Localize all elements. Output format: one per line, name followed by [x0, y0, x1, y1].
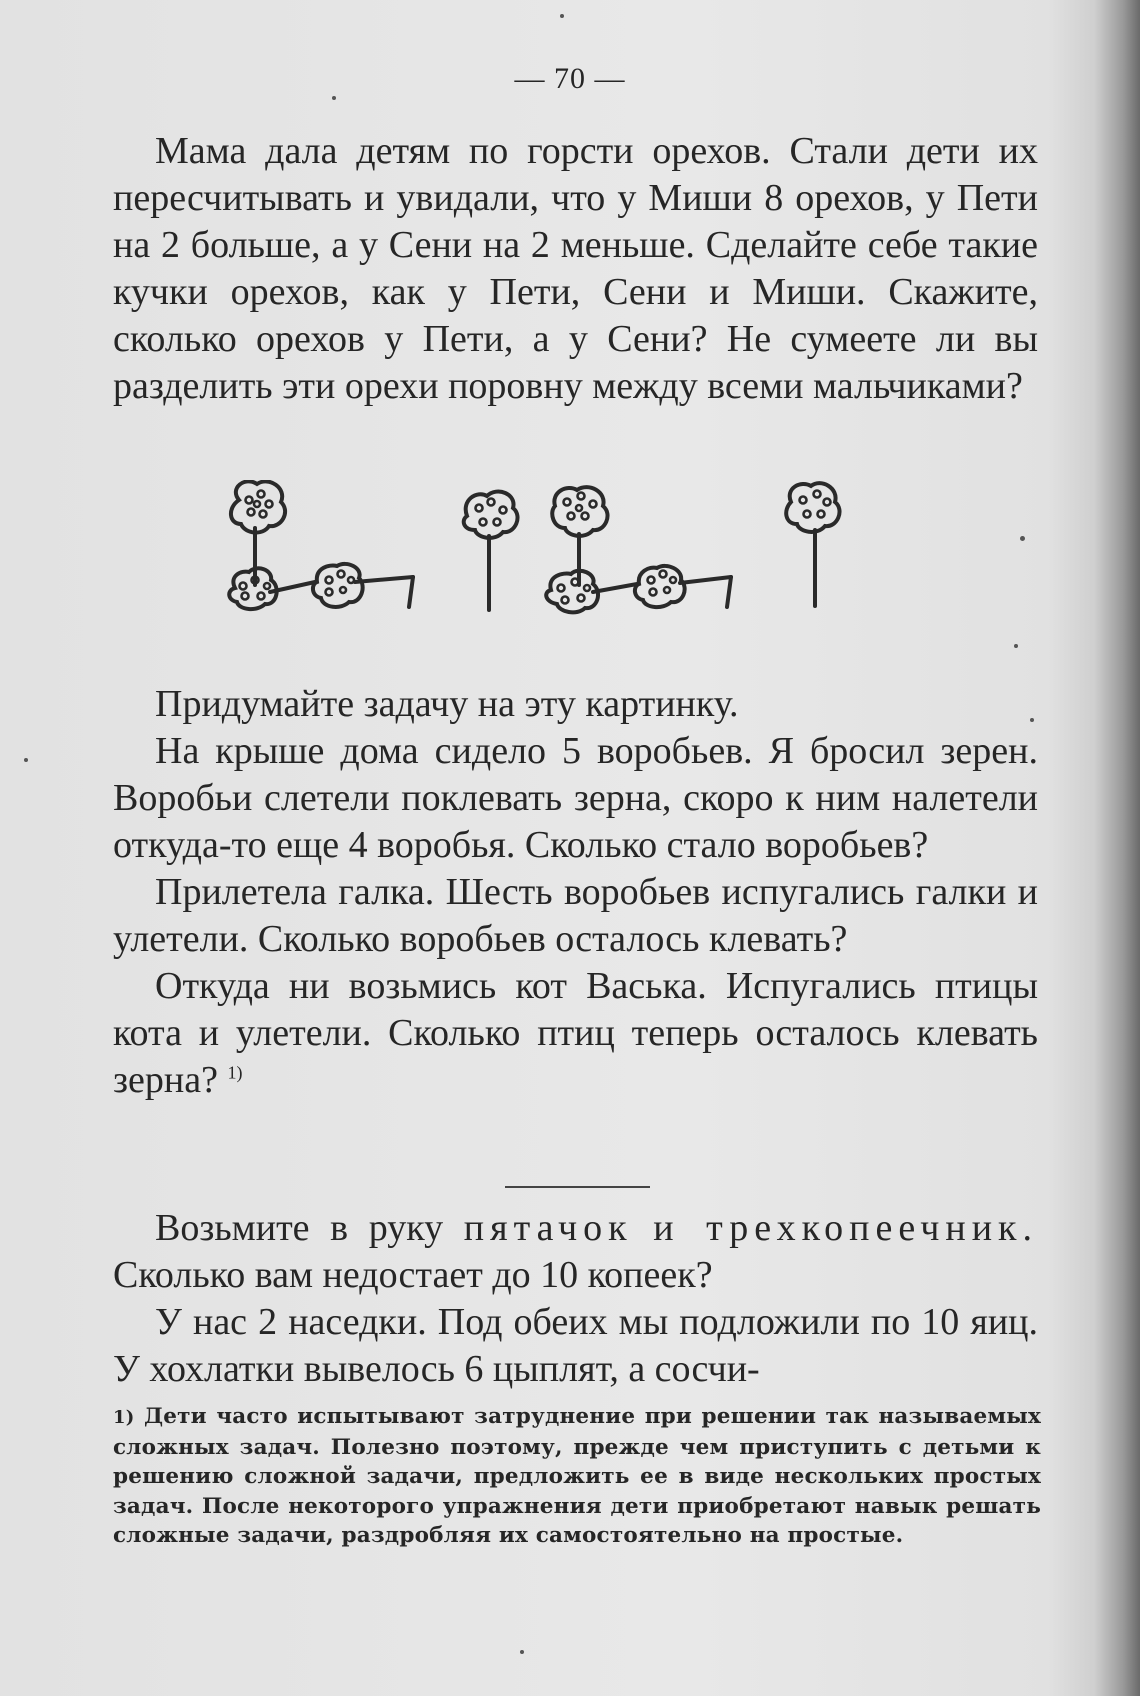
text-block-bottom [113, 1205, 1038, 1393]
text-block-top [113, 128, 1038, 410]
footnote [113, 1402, 1041, 1551]
footnote-paragraph [113, 1402, 1041, 1551]
scan-speck [1030, 718, 1034, 722]
coins-text-mid [633, 1207, 654, 1249]
footnote-mark: 1) [113, 1407, 135, 1428]
scan-speck [1020, 536, 1025, 541]
hazel-bushes-illustration [225, 480, 925, 660]
scan-speck [332, 96, 336, 100]
footnote-text: Дети часто испытывают затруднение при решении так называемых сложных задач. Полезно поэтому, прежде чем приступить с детьми к решению сложной задачи, предложить ее в виде нескольких простых задач. После некоторого упражнения дети приобретают навык решать сложные задачи, раздробляя их самостоятельно на простые. [113, 1404, 1041, 1548]
scan-speck [24, 758, 28, 762]
bush-4-crown [786, 483, 839, 532]
coins-text-end: Сколько вам недостает до 10 копеек? [113, 1254, 713, 1296]
coins-spaced-1: пятачок [463, 1207, 633, 1249]
footnote-reference: 1) [227, 1062, 243, 1083]
bush-3-bunch-a [546, 571, 598, 613]
paragraph-jackdaw: Прилетела галка. Шесть воробьев испугались галки и улетели. Сколько воробьев осталось клевать? [113, 871, 1038, 960]
hazel-bush-2 [464, 492, 518, 610]
bush-1-bunch-b [313, 564, 363, 607]
scan-speck [520, 1650, 524, 1654]
coins-text-start: Возьмите в руку [155, 1207, 464, 1249]
coins-spaced-2: и трехкопеечник. [653, 1207, 1038, 1249]
paragraph-coins [113, 1205, 1038, 1299]
paragraph-picture-task: Придумайте задачу на эту картинку. [155, 683, 739, 725]
page-number: — 70 — [514, 62, 626, 95]
section-separator [505, 1186, 650, 1188]
paragraph-hens: У нас 2 наседки. Под обеих мы подложили по 10 яиц. У хохлатки вывелось 6 цыплят, а сосчи- [113, 1301, 1038, 1390]
paragraph-nuts-problem: Мама дала детям по горсти орехов. Стали дети их пересчитывать и увидали, что у Миши 8 орехов, у Пети на 2 больше, а у Сени на 2 меньше. Сделайте себе такие кучки орехов, как у Пети, Сени и Миши. Скажите, сколько орехов у Пети, а у Сени? Не сумеете ли вы разделить эти орехи поровну между всеми мальчиками? [113, 130, 1038, 407]
text-block-middle [113, 681, 1038, 1104]
paragraph-cat-text: Откуда ни возьмись кот Васька. Испугались птицы кота и улетели. Сколько птиц теперь осталось клевать зерна? [113, 965, 1038, 1101]
hazel-bush-3 [546, 487, 731, 612]
paragraph-sparrows: На крыше дома сидело 5 воробьев. Я бросил зерен. Воробьи слетели поклевать зерна, скоро к ним налетели откуда-то еще 4 воробья. Сколько стало воробьев? [113, 730, 1038, 866]
scan-speck [560, 14, 564, 18]
paragraph-cat [113, 963, 1038, 1104]
scan-speck [1014, 644, 1018, 648]
